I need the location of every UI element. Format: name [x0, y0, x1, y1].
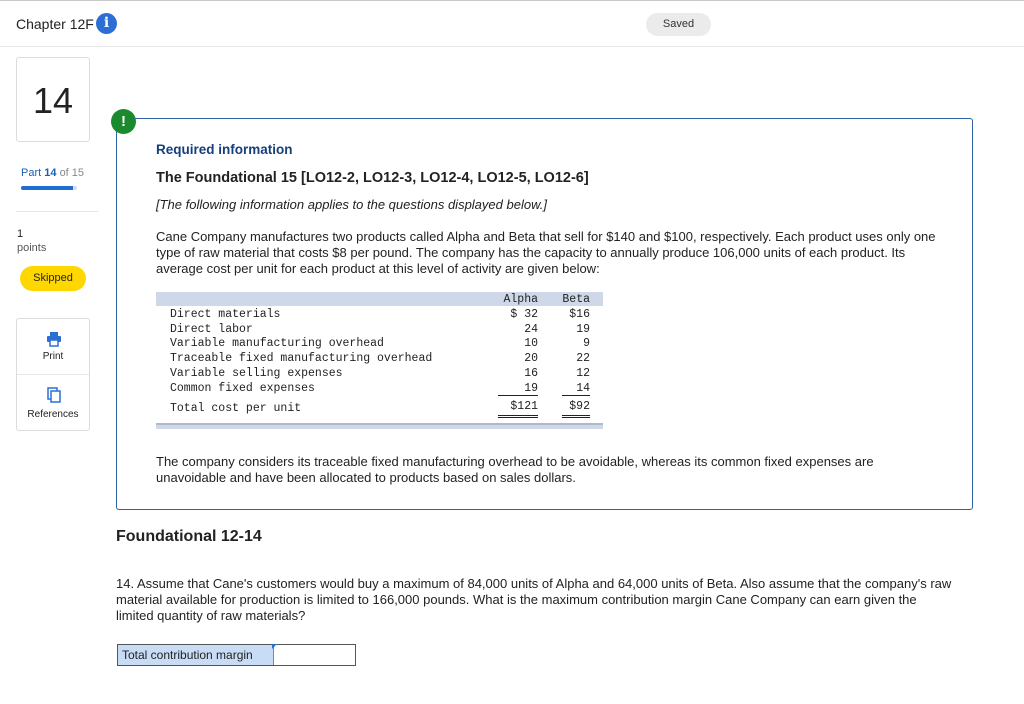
required-information-title: Required information [156, 142, 293, 157]
part-current: 14 [44, 167, 57, 179]
column-header-beta: Beta [562, 293, 590, 306]
references-label: References [27, 409, 79, 420]
print-icon [46, 331, 62, 347]
chapter-title: Chapter 12F [16, 16, 94, 32]
answer-row [117, 644, 356, 666]
table-footer-band [156, 425, 603, 429]
saved-status-badge: Saved [646, 13, 711, 36]
top-bar [0, 0, 1024, 47]
table-row-label: Variable selling expenses [170, 367, 343, 380]
points-value: 1 [17, 228, 24, 240]
part-of-total: of 15 [59, 167, 85, 179]
alert-icon: ! [111, 109, 136, 134]
table-row-label: Direct labor [170, 323, 253, 336]
table-row-alpha: 10 [524, 337, 538, 350]
total-contribution-margin-input[interactable] [275, 645, 355, 665]
answer-label: Total contribution margin [118, 645, 274, 665]
total-double-underline [562, 417, 590, 418]
tools-panel [16, 318, 90, 431]
table-row-label: Traceable fixed manufacturing overhead [170, 352, 433, 365]
cost-table [156, 292, 603, 432]
total-double-underline [562, 415, 590, 416]
points-label: points [17, 242, 47, 254]
foundational-title: The Foundational 15 [LO12-2, LO12-3, LO12-4, LO12-5, LO12-6] [156, 170, 589, 186]
answer-flag-icon [272, 644, 277, 649]
table-row-alpha: 19 [524, 382, 538, 395]
print-button[interactable] [17, 319, 89, 375]
skipped-status-badge: Skipped [20, 266, 86, 291]
total-double-underline [498, 415, 538, 416]
table-row-beta: 9 [583, 337, 590, 350]
table-row-beta: $16 [569, 308, 590, 321]
question-heading: Foundational 12-14 [116, 528, 262, 545]
table-row-alpha: $ 32 [510, 308, 538, 321]
table-total-alpha: $121 [510, 400, 538, 413]
part-indicator [21, 167, 84, 179]
table-row-beta: 22 [576, 352, 590, 365]
info-icon[interactable]: i [96, 13, 117, 34]
table-row-alpha: 20 [524, 352, 538, 365]
question-text: 14. Assume that Cane's customers would buy a maximum of 84,000 units of Alpha and 64,000 units of Beta. Also assume that the company's raw material available for production is limited to 166,000 pounds. What is the maximum contribution margin Cane Company can earn given the limited quantity of raw materials? [116, 576, 952, 623]
references-icon [46, 387, 62, 403]
divider [16, 211, 98, 212]
references-button[interactable] [17, 375, 89, 431]
table-row-label: Common fixed expenses [170, 382, 315, 395]
part-progress-bar [21, 186, 77, 190]
print-label: Print [42, 351, 64, 362]
part-label: Part [21, 167, 42, 179]
intro-paragraph: Cane Company manufactures two products called Alpha and Beta that sell for $140 and $100, respectively. Each product uses only one type of raw material that costs $8 per pound. The company has the capacity to annually produce 106,000 units of each product. Its average cost per unit for each product at this level of activity are given below: [156, 229, 936, 276]
table-row-beta: 12 [576, 367, 590, 380]
table-row-label: Direct materials [170, 308, 281, 321]
part-progress-fill [21, 186, 73, 190]
table-total-label: Total cost per unit [170, 402, 302, 415]
question-number: 14 [16, 57, 90, 142]
column-header-alpha: Alpha [503, 293, 538, 306]
closing-paragraph: The company considers its traceable fixed manufacturing overhead to be avoidable, whereas its common fixed expenses are unavoidable and have been allocated to products based on sales dollars. [156, 454, 874, 485]
applies-note: [The following information applies to the questions displayed below.] [156, 197, 547, 212]
subtotal-underline [498, 395, 538, 396]
table-row-beta: 14 [576, 382, 590, 395]
table-total-beta: $92 [569, 400, 590, 413]
subtotal-underline [562, 395, 590, 396]
table-row-label: Variable manufacturing overhead [170, 337, 384, 350]
table-row-alpha: 24 [524, 323, 538, 336]
table-row-beta: 19 [576, 323, 590, 336]
total-double-underline [498, 417, 538, 418]
table-row-alpha: 16 [524, 367, 538, 380]
